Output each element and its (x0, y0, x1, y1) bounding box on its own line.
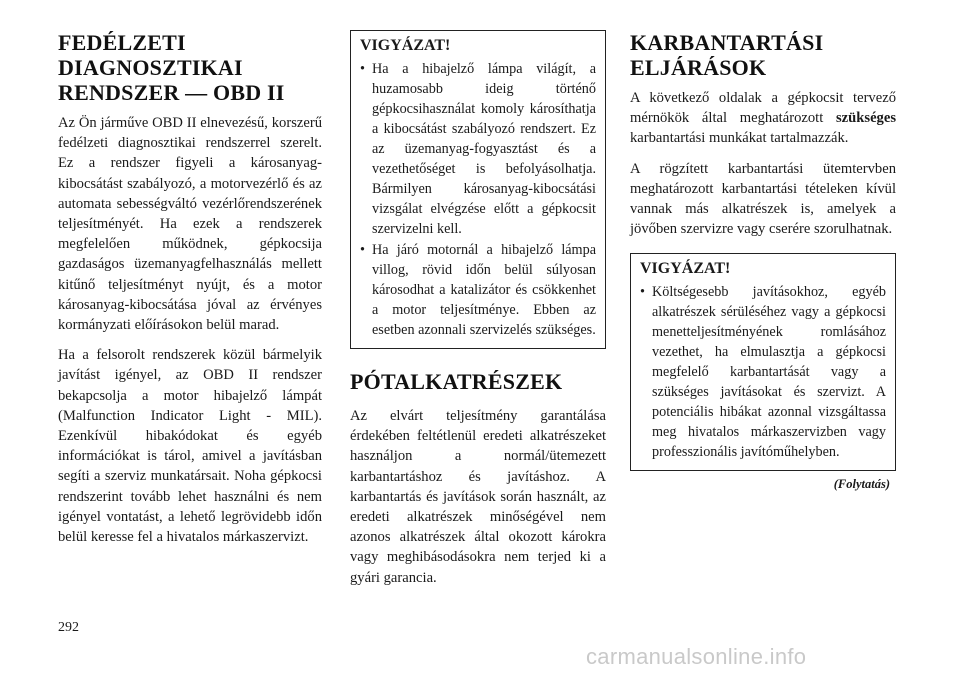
paragraph-spare-parts: Az elvárt teljesítmény garantálása érdekében feltétlenül eredeti alkatrészeket használjon a normál/ütemezett karbantartáshoz és javításhoz. A karbantartás és javítások során használt, az eredeti alkatrészek minőségével nem azonos alkatrészek által okozott károkra vagy meghibásodásokra nem terjed ki a gyári garancia. (350, 408, 606, 586)
warning-list (360, 59, 596, 340)
continued-label: (Folytatás) (833, 477, 890, 492)
heading-maintenance: KARBANTARTÁSI ELJÁRÁSOK (630, 30, 824, 80)
heading-spare-parts: PÓTALKATRÉSZEK (350, 369, 563, 394)
warning-box-maintenance (630, 253, 896, 471)
paragraph-obd-intro: Az Ön járműve OBD II elnevezésű, korszerű fedélzeti diagnosztikai rendszerrel szerelt. Ez a rendszer figyeli a károsanyag-kibocsátást szabályozó, a motorvezérlő és az automata sebességváltó vezérlőrendszerének teljesítményét. Ha ezek a rendszerek megfelelően működnek, gépkocsija gazdaságos üzemanyagfelhasználás mellett kitűnő teljesítményt nyújt, és a motor károsanyag-kibocsátása jóval az érvényes kormányzati előírásokon belül marad. (58, 115, 322, 334)
watermark: carmanualsonline.info (586, 644, 807, 669)
warning-item: • Költségesebb javításokhoz, egyéb alkatrészek sérüléséhez vagy a gépkocsi menetteljesítményének romlásához vezethet, ha elmulasztja a gépkocsi megfelelő karbantartását vagy a szükséges javításokat és szervizt. A potenciális hibákat azonnal vizsgáltassa meg hivatalos márkaszervizben vagy professzionális javítóműhelyben. (640, 284, 886, 461)
page-number: 292 (58, 620, 79, 635)
paragraph-maintenance-other: A rögzített karbantartási ütemtervben meghatározott karbantartási tételeken kívül vannak más alkatrészek is, amelyek a jövőben szervizre vagy cserére szorulhatnak. (630, 160, 896, 238)
warning-list (640, 282, 886, 462)
warning-title: VIGYÁZAT! (360, 37, 451, 54)
column-right (630, 30, 896, 492)
column-left (58, 30, 322, 557)
warning-item: • Ha járó motornál a hibajelző lámpa villog, rövid időn belül súlyosan károsodhat a katalizátor és csökkenhet a motor teljesítménye. Ebben az esetben azonnali szervizelés szükséges. (360, 242, 596, 338)
column-middle (350, 30, 606, 598)
warning-box-mil (350, 30, 606, 349)
warning-title: VIGYÁZAT! (640, 260, 731, 278)
warning-item: • Ha a hibajelző lámpa világít, a huzamosabb ideig történő gépkocsihasználat komoly károsíthatja a kibocsátást szabályozó rendszert. Ez az üzemanyag-fogyasztást és a vezethetőséget is befolyásolhatja. Bármilyen károsanyag-kibocsátási vizsgálat elvégzése előtt a gépkocsit szervizelni kell. (360, 61, 596, 237)
heading-obd: FEDÉLZETI DIAGNOSZTIKAI RENDSZER — OBD II (58, 30, 285, 105)
paragraph-maintenance-intro: A következő oldalak a gépkocsit tervező mérnökök által meghatározott szükséges karbantartási munkákat tartalmazzák. (630, 90, 896, 147)
paragraph-obd-mil: Ha a felsorolt rendszerek közül bármelyik javítást igényel, az OBD II rendszer bekapcsolja a motor hibajelző lámpát (Malfunction Indicator Light - MIL). Ezenkívül hibakódokat és egyéb információkat is tárol, amivel a javításban segíti a szerviz munkatársait. Noha gépkocsi rendszerint tovább lehet használni és nem igényel vontatást, a lehető legrövidebb időn belül keresse fel a hivatalos márkaszervizt. (58, 347, 322, 546)
